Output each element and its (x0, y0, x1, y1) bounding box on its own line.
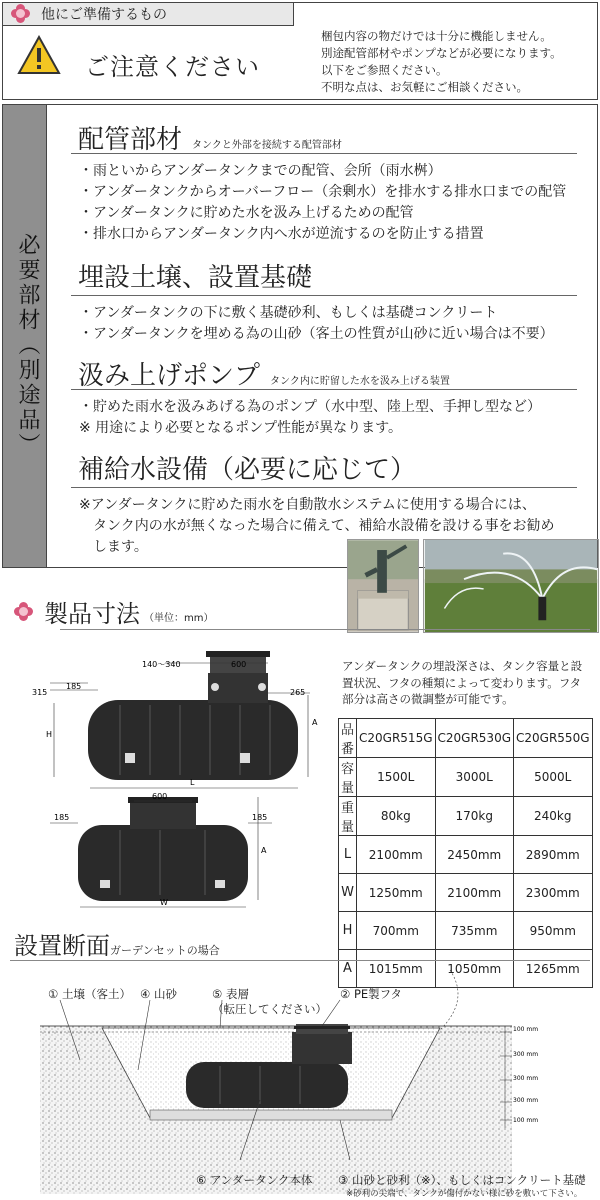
label-tank-body: ⑥ アンダータンク本体 (196, 1173, 313, 1187)
tank-front-view (78, 797, 248, 901)
section-pump-items (79, 397, 541, 439)
label-footnote: ※砂利の尖端で、タンクが傷付かない様に砂を敷いて下さい。 (346, 1189, 583, 1199)
notice-tab-label: 他にご準備するもの (41, 7, 167, 23)
table-row: A 1015mm 1050mm 1265mm (339, 950, 593, 988)
dim-label: A (261, 846, 267, 855)
dim-label: 185 (66, 682, 82, 691)
dim-label: 600 (152, 792, 168, 801)
spec-table (338, 718, 593, 988)
dim-label: A (312, 718, 318, 727)
table-row: H 700mm 735mm 950mm (339, 912, 593, 950)
measure-label: 300 mm (513, 1097, 539, 1104)
dim-label: 185 (252, 813, 268, 822)
dim-label: 140～340 (142, 660, 181, 669)
notice-line: 以下をご参照ください。 (321, 63, 448, 77)
tank-drawing (10, 645, 330, 915)
label-base: ③ 山砂と砂利（※）、もしくはコンクリート基礎 (338, 1173, 586, 1187)
dim-label: 315 (32, 688, 48, 697)
dim-label: 265 (290, 688, 306, 697)
caution-heading: ご注意ください (85, 53, 260, 81)
warning-icon (17, 35, 61, 75)
label-pe-lid: ② PE製フタ (340, 987, 402, 1001)
list-item: ※アンダータンクに貯めた雨水を自動散水システムに使用する場合には、 (79, 497, 536, 513)
list-item: ・排水口からアンダータンク内へ水が逆流するのを防止する措置 (79, 226, 484, 242)
flower-icon (14, 602, 34, 622)
measure-label: 100 mm (513, 1117, 539, 1124)
list-item: ・アンダータンクに貯めた水を汲み上げるための配管 (79, 205, 414, 221)
tank-side-view (88, 651, 298, 780)
label-surface-note: （転圧してください） (212, 1002, 327, 1016)
notice-line: 別途配管部材やポンプなどが必要になります。 (321, 46, 562, 60)
list-item: ・アンダータンクの下に敷く基礎砂利、もしくは基礎コンクリート (79, 305, 498, 321)
table-row: 容量 1500L 3000L 5000L (339, 758, 593, 797)
flower-icon (11, 4, 31, 24)
table-row: 品番 C20GR515G C20GR530G C20GR550G (339, 719, 593, 758)
section-soil-items (79, 303, 554, 345)
section-soil-title: 埋設土壌、設置基礎 (78, 263, 313, 293)
table-row: L 2100mm 2450mm 2890mm (339, 836, 593, 874)
dim-label: L (190, 778, 195, 787)
label-sand: ④ 山砂 (140, 987, 177, 1001)
dim-label: 600 (231, 660, 247, 669)
section-piping-title: 配管部材 タンクと外部を接続する配管部材 (78, 125, 342, 155)
measure-label: 100 mm (513, 1026, 539, 1033)
dimensions-title: 製品寸法 (44, 600, 140, 628)
label-surface: ⑤ 表層 (212, 987, 249, 1001)
dim-label: H (46, 730, 53, 739)
dimensions-unit: （単位：mm） (144, 613, 214, 624)
notice-box (2, 2, 598, 100)
install-subtitle: ガーデンセットの場合 (110, 944, 220, 957)
notice-text (321, 28, 591, 96)
hand-pump-photo (347, 539, 419, 633)
install-title: 設置断面 (14, 932, 110, 960)
table-row: W 1250mm 2100mm 2300mm (339, 874, 593, 912)
depth-note: アンダータンクの埋設深さは、タンク容量と設置状況、フタの種類によって変わります。フタ部分は高さの微調整が可能です。 (342, 659, 583, 706)
required-side-panel (3, 105, 47, 567)
notice-line: 不明な点は、お気軽にご相談ください。 (321, 80, 528, 94)
measure-label: 300 mm (513, 1075, 539, 1082)
required-materials-box (2, 104, 598, 568)
dimensions-heading (14, 594, 213, 629)
dim-label: W (160, 898, 168, 907)
required-side-label: 必要部材（別途品） (15, 233, 40, 458)
install-heading (14, 926, 220, 961)
section-pump-title: 汲み上げポンプ タンク内に貯留した水を汲み上げる装置 (78, 361, 450, 391)
label-soil: ① 土壌（客土） (48, 987, 131, 1001)
list-item: ※ 用途により必要となるポンプ性能が異なります。 (79, 420, 403, 436)
sprinkler-photo (423, 539, 599, 633)
notice-line: 梱包内容の物だけでは十分に機能しません。 (321, 29, 552, 43)
list-item: ・雨といからアンダータンクまでの配管、会所（雨水桝） (79, 163, 442, 179)
section-piping-items (79, 161, 566, 245)
notice-tab (2, 2, 294, 26)
list-item: ・アンダータンクからオーバーフロー（余剰水）を排水する排水口までの配管 (79, 184, 567, 200)
section-water-supply-title: 補給水設備（必要に応じて） (78, 455, 417, 485)
table-row: 重量 80kg 170kg 240kg (339, 797, 593, 836)
list-item: ・貯めた雨水を汲みあげる為のポンプ（水中型、陸上型、手押し型など） (79, 399, 541, 415)
dim-label: 185 (54, 813, 70, 822)
list-item: します。 (79, 539, 148, 555)
list-item: ・アンダータンクを埋める為の山砂（客土の性質が山砂に近い場合は不要） (79, 326, 554, 342)
measure-label: 300 mm (513, 1051, 539, 1058)
list-item: タンク内の水が無くなった場合に備えて、補給水設備を設ける事をお勧め (79, 518, 555, 534)
